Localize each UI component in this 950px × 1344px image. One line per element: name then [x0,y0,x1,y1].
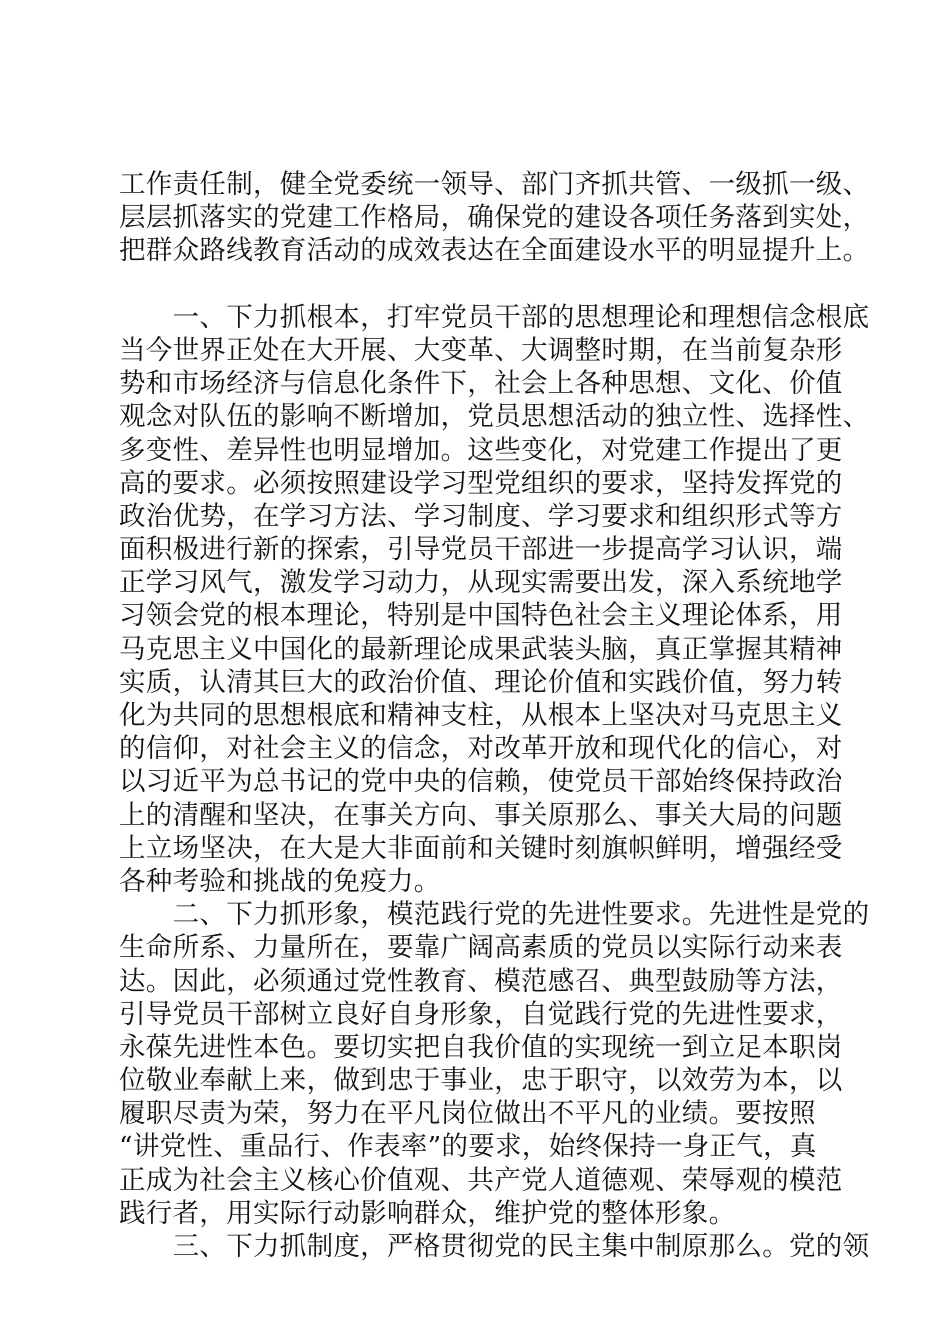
text-line: 马克思主义中国化的最新理论成果武装头脑，真正掌握其精神 [119,633,843,665]
text-line: 位敬业奉献上来，做到忠于事业，忠于职守，以效劳为本，以 [119,1065,843,1097]
text-line: 层层抓落实的党建工作格局，确保党的建设各项任务落到实处， [119,202,870,234]
section-1-paragraph [119,301,870,898]
intro-paragraph [119,168,870,268]
text-line: 工作责任制，健全党委统一领导、部门齐抓共管、一级抓一级、 [119,169,870,200]
text-line: 多变性、差异性也明显增加。这些变化，对党建工作提出了更 [119,434,843,466]
text-line: 势和市场经济与信息化条件下，社会上各种思想、文化、价值 [119,368,843,400]
text-line: 高的要求。必须按照建设学习型党组织的要求，坚持发挥党的 [119,467,843,499]
text-line: 永葆先进性本色。要切实把自我价值的实现统一到立足本职岗 [119,1031,843,1063]
text-line: 践行者，用实际行动影响群众，维护党的整体形象。 [119,1197,736,1229]
text-line: 履职尽责为荣，努力在平凡岗位做出不平凡的业绩。要按照 [119,1098,816,1130]
text-line: “讲党性、重品行、作表率”的要求，始终保持一身正气，真 [119,1131,817,1163]
text-line: 生命所系、力量所在，要靠广阔高素质的党员以实际行动来表 [119,932,843,964]
text-line: 正成为社会主义核心价值观、共产党人道德观、荣辱观的模范 [119,1164,843,1196]
paragraph-gap [119,268,831,301]
document-body [119,168,870,1263]
text-line: 上立场坚决，在大是大非面前和关键时刻旗帜鲜明，增强经受 [119,832,843,864]
section-2-heading-line: 二、下力抓形象，模范践行党的先进性要求。先进性是党的 [119,899,870,931]
text-line: 面积极进行新的探索，引导党员干部进一步提高学习认识，端 [119,534,843,566]
text-line: 上的清醒和坚决，在事关方向、事关原那么、事关大局的问题 [119,799,843,831]
text-line: 习领会党的根本理论，特别是中国特色社会主义理论体系，用 [119,600,843,632]
text-line: 以习近平为总书记的党中央的信赖，使党员干部始终保持政治 [119,766,843,798]
section-2-paragraph [119,898,870,1230]
section-3-heading-line: 三、下力抓制度，严格贯彻党的民主集中制原那么。党的领 [119,1231,870,1262]
text-line: 把群众路线教育活动的成效表达在全面建设水平的明显提升上。 [119,235,870,267]
text-line: 观念对队伍的影响不断增加，党员思想活动的独立性、选择性、 [119,401,870,433]
text-line: 化为共同的思想根底和精神支柱，从根本上坚决对马克思主义 [119,700,843,731]
text-line: 正学习风气，激发学习动力，从现实需要出发，深入系统地学 [119,567,843,599]
section-3-paragraph [119,1230,870,1263]
text-line: 政治优势，在学习方法、学习制度、学习要求和组织形式等方 [119,500,843,532]
text-line: 达。因此，必须通过党性教育、模范感召、典型鼓励等方法， [119,965,843,997]
text-line: 实质，认清其巨大的政治价值、理论价值和实践价值，努力转 [119,666,843,698]
text-line: 引导党员干部树立良好自身形象，自觉践行党的先进性要求， [119,998,843,1030]
text-line: 的信仰，对社会主义的信念，对改革开放和现代化的信心，对 [119,733,843,765]
text-line: 各种考验和挑战的免疫力。 [119,865,441,897]
text-line: 当今世界正处在大开展、大变革、大调整时期，在当前复杂形 [119,334,843,366]
section-1-heading-line: 一、下力抓根本，打牢党员干部的思想理论和理想信念根底 [119,301,870,333]
